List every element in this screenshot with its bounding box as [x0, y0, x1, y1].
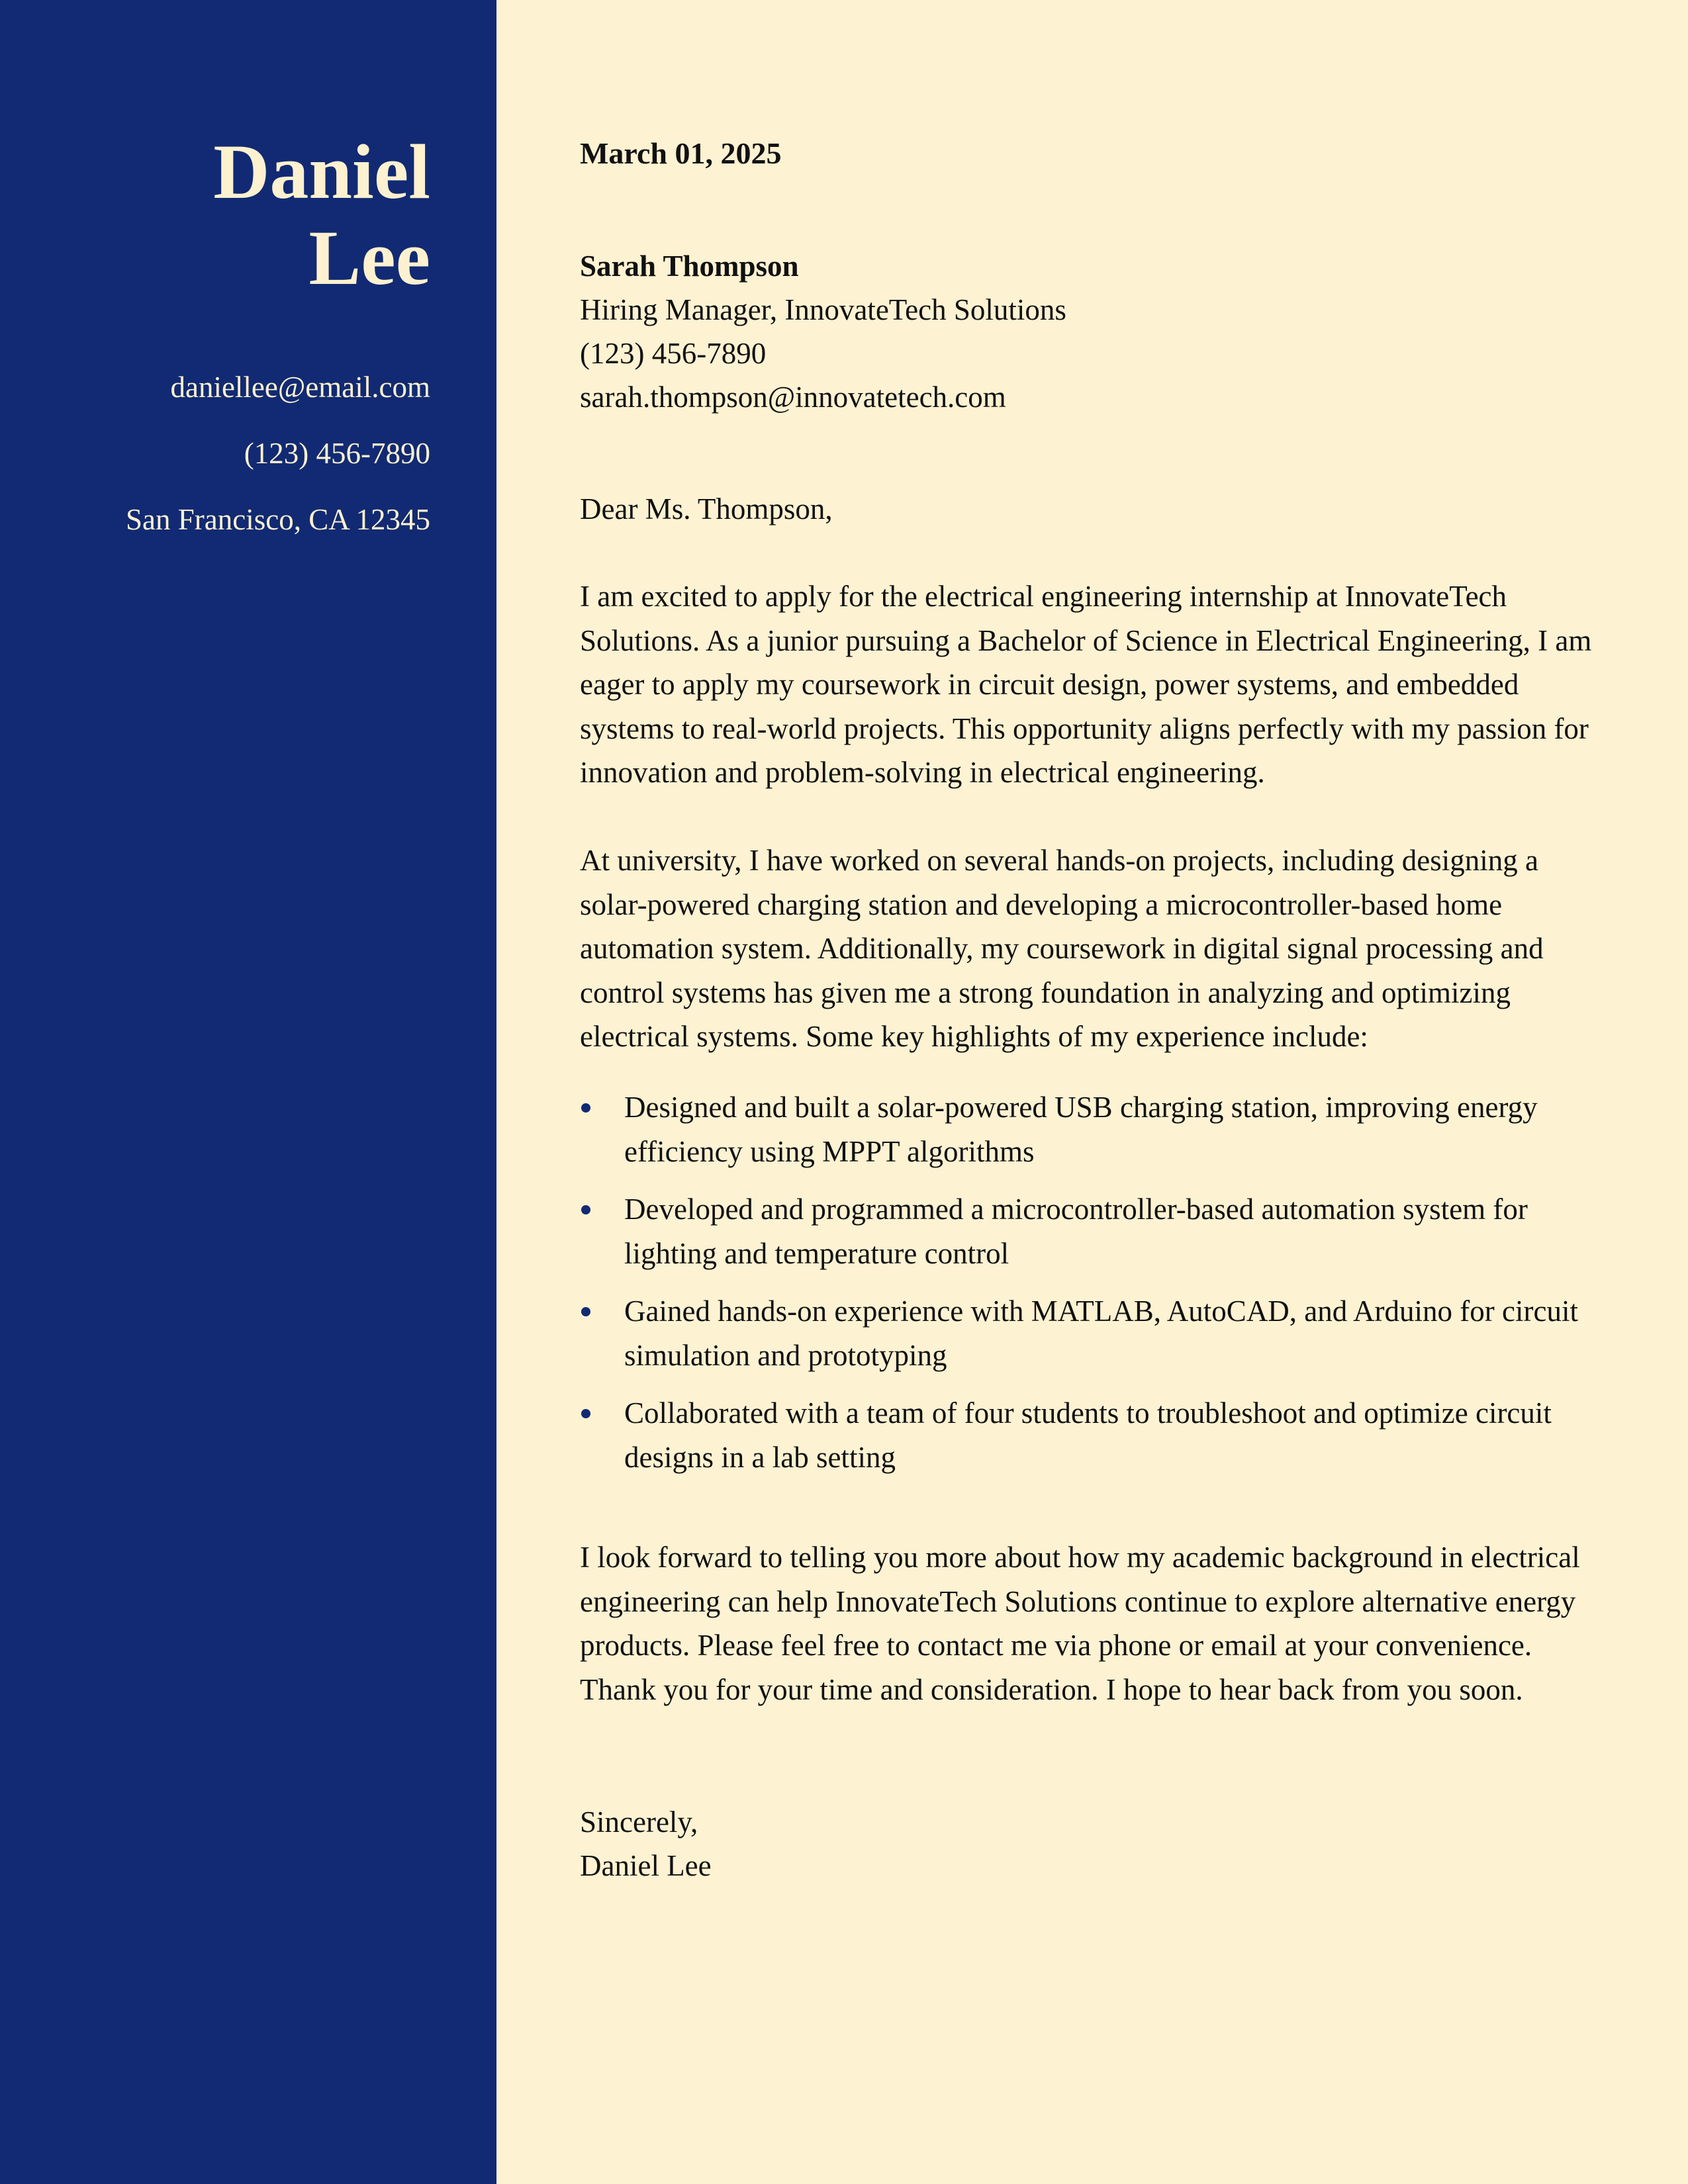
sender-name: [20, 129, 430, 301]
body-paragraph-closing: I look forward to telling you more about how my academic background in electrical engineering can help InnovateTech Solutions continue to explore alternative energy products. Please feel free to contact me via phone or email at your convenience. Thank you for your time and consideration. I hope to hear back from you soon.: [580, 1541, 1580, 1706]
recipient-email: sarah.thompson@innovatetech.com: [580, 381, 1006, 414]
bullet-icon: [581, 1409, 590, 1418]
letter-date: March 01, 2025: [580, 136, 782, 170]
salutation: Dear Ms. Thompson,: [580, 492, 833, 525]
sidebar: [0, 0, 496, 2184]
list-item: [580, 1085, 1599, 1173]
list-item: [580, 1391, 1599, 1479]
recipient-name: Sarah Thompson: [580, 250, 799, 283]
highlights-list: [580, 1085, 1599, 1493]
sender-phone: (123) 456-7890: [244, 437, 430, 470]
highlight-text: Collaborated with a team of four students to troubleshoot and optimize circuit designs in a lab setting: [624, 1396, 1552, 1474]
signature-name: Daniel Lee: [580, 1849, 712, 1882]
recipient-phone: (123) 456-7890: [580, 337, 767, 370]
closing-block: [580, 1800, 712, 1888]
letter-page: [496, 0, 1688, 2184]
body-paragraph-intro: I am excited to apply for the electrical engineering internship at InnovateTech Solutions. As a junior pursuing a Bachelor of Science in Electrical Engineering, I am eager to apply my coursework in circuit design, power systems, and embedded systems to real-world projects. This opportunity aligns perfectly with my passion for innovation and problem-solving in electrical engineering.: [580, 580, 1592, 789]
sender-last-name: Lee: [308, 214, 430, 301]
sender-first-name: Daniel: [213, 128, 430, 215]
highlight-text: Gained hands-on experience with MATLAB, AutoCAD, and Arduino for circuit simulation and prototyping: [624, 1295, 1578, 1372]
highlight-text: Developed and programmed a microcontroller-based automation system for lighting and temperature control: [624, 1193, 1528, 1270]
recipient-title: Hiring Manager, InnovateTech Solutions: [580, 293, 1066, 326]
highlight-text: Designed and built a solar-powered USB charging station, improving energy efficiency using MPPT algorithms: [624, 1091, 1538, 1168]
sender-email: daniellee@email.com: [170, 371, 430, 404]
recipient-block: [580, 244, 1066, 419]
bullet-icon: [581, 1307, 590, 1316]
sender-address: San Francisco, CA 12345: [126, 503, 430, 536]
bullet-icon: [581, 1103, 590, 1113]
closing-phrase: Sincerely,: [580, 1805, 698, 1839]
list-item: [580, 1289, 1599, 1377]
body-paragraph-experience: At university, I have worked on several hands-on projects, including designing a solar-powered charging station and developing a microcontroller-based home automation system. Additionally, my coursework in digital signal processing and control systems has given me a strong foundation in analyzing and optimizing electrical systems. Some key highlights of my experience include:: [580, 844, 1544, 1053]
list-item: [580, 1187, 1599, 1275]
bullet-icon: [581, 1205, 590, 1214]
